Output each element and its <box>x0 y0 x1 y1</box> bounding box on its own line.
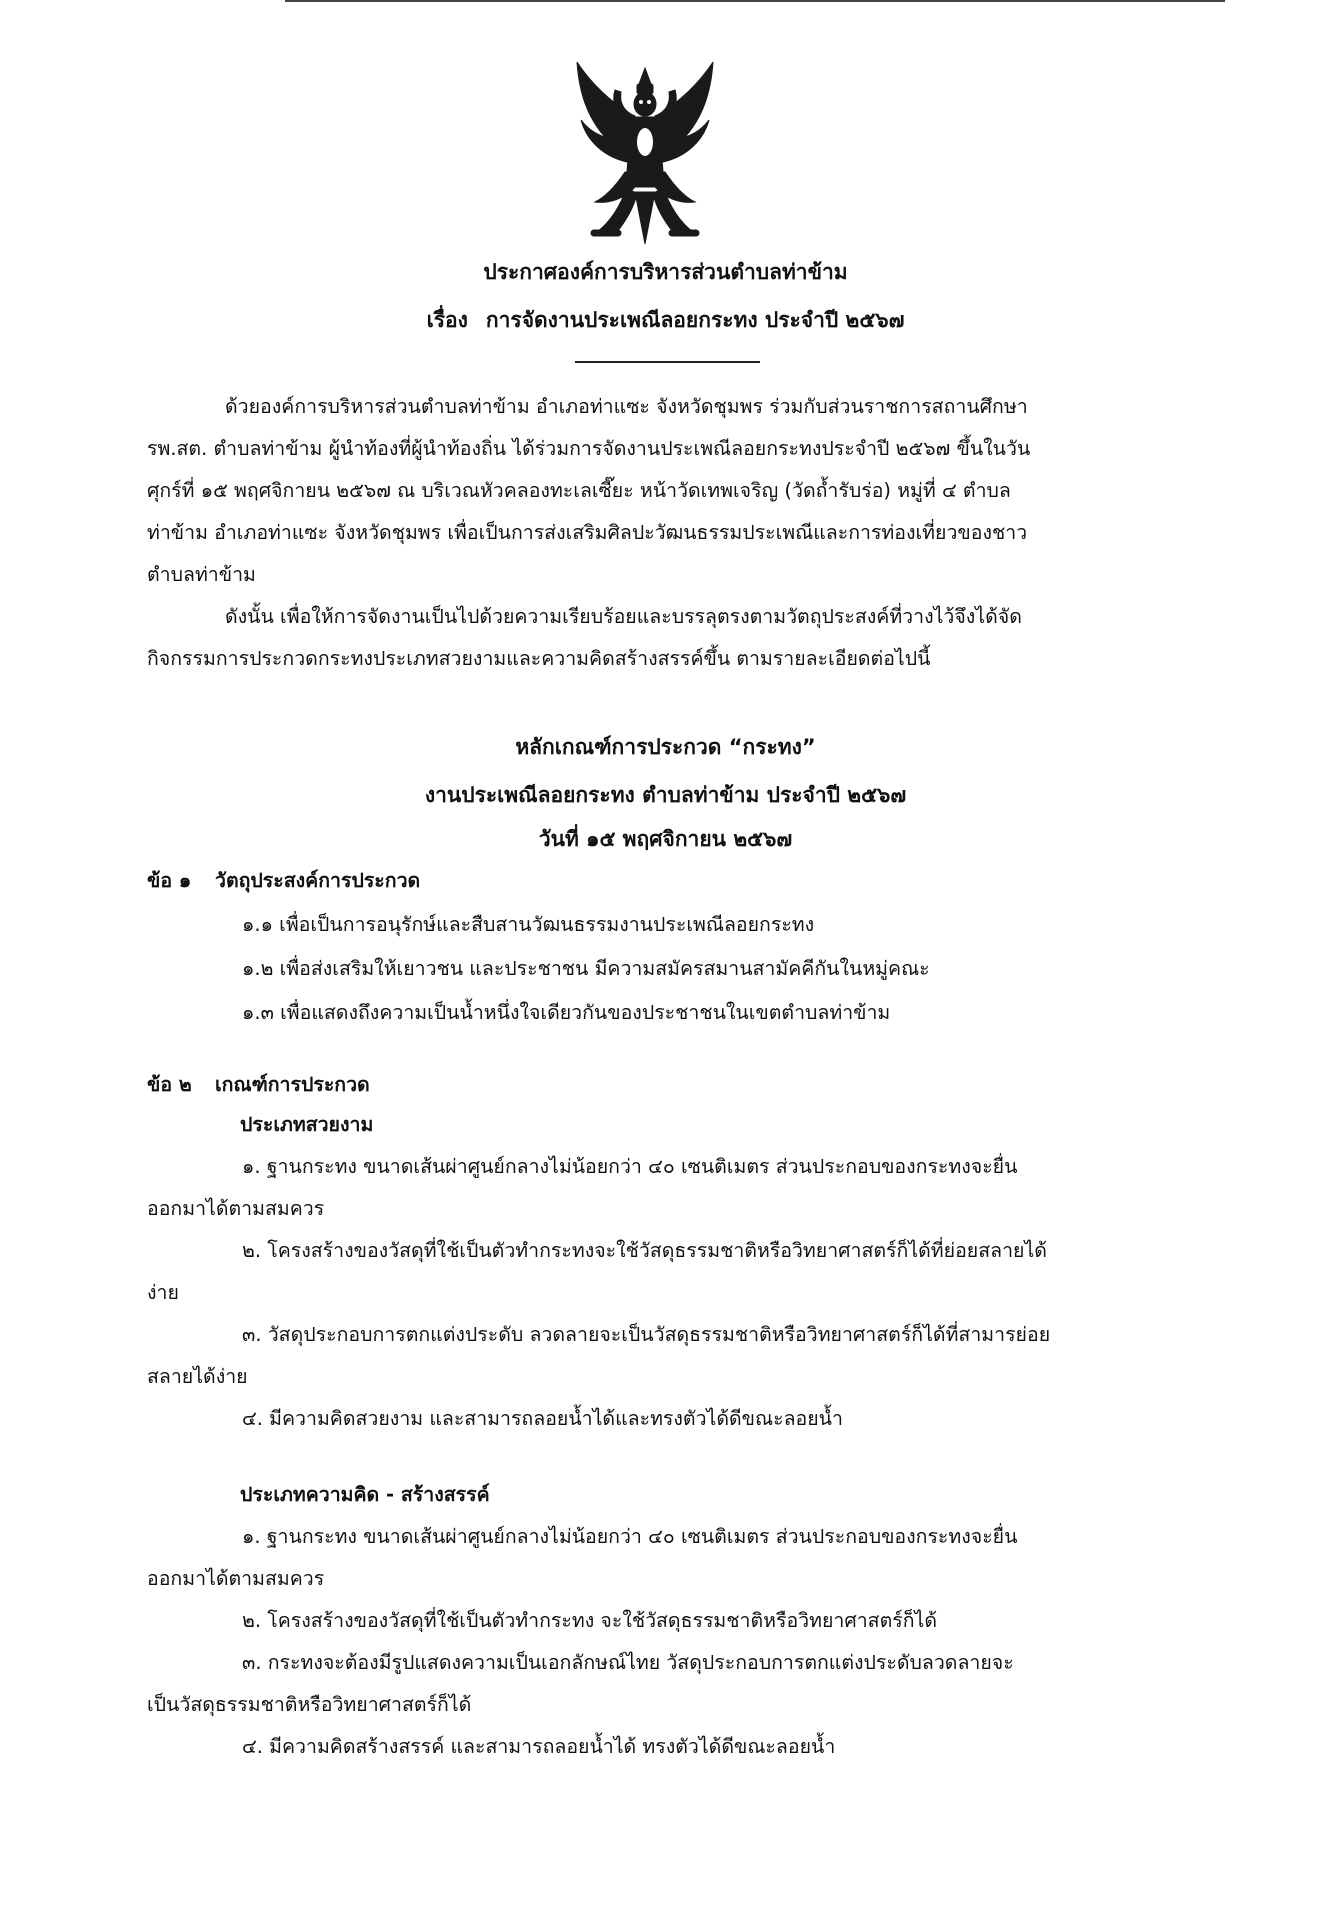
intro-line-5: ตำบลท่าข้าม <box>147 563 256 586</box>
criteria-date: วันที่ ๑๕ พฤศจิกายน ๒๕๖๗ <box>538 827 793 851</box>
category-beauty-title: ประเภทสวยงาม <box>240 1113 374 1136</box>
section-2-label: ข้อ ๒ <box>147 1073 192 1096</box>
beauty-item-3-line-2: สลายได้ง่าย <box>147 1365 248 1388</box>
creative-item-1-line-1: ๑. ฐานกระทง ขนาดเส้นผ่าศูนย์กลางไม่น้อยกว่า ๔๐ เซนติเมตร ส่วนประกอบของกระทงจะยื่น <box>242 1525 1018 1548</box>
beauty-item-2-line-2: ง่าย <box>147 1281 179 1304</box>
intro-line-2: รพ.สต. ตำบลท่าข้าม ผู้นำท้องที่ผู้นำท้องถิ่น ได้ร่วมการจัดงานประเพณีลอยกระทงประจำปี ๒๕๖๗ ขึ้นในวัน <box>147 437 1031 460</box>
creative-item-3-line-2: เป็นวัสดุธรรมชาติหรือวิทยาศาสตร์ก็ได้ <box>147 1693 472 1716</box>
beauty-item-1-line-2: ออกมาได้ตามสมควร <box>147 1197 325 1220</box>
category-creative-title: ประเภทความคิด - สร้างสรรค์ <box>240 1483 490 1506</box>
creative-item-3-line-1: ๓. กระทงจะต้องมีรูปแสดงความเป็นเอกลักษณ์ไทย วัสดุประกอบการตกแต่งประดับลวดลายจะ <box>242 1651 1014 1674</box>
criteria-event: งานประเพณีลอยกระทง ตำบลท่าข้าม ประจำปี ๒๕๖๗ <box>424 783 907 807</box>
section-1-item-1: ๑.๑ เพื่อเป็นการอนุรักษ์และสืบสานวัฒนธรรมงานประเพณีลอยกระทง <box>242 913 815 936</box>
subject-label: เรื่อง <box>426 308 468 332</box>
section-2-heading <box>147 1071 370 1099</box>
creative-item-2: ๒. โครงสร้างของวัสดุที่ใช้เป็นตัวทำกระทง จะใช้วัสดุธรรมชาติหรือวิทยาศาสตร์ก็ได้ <box>242 1609 938 1632</box>
garuda-emblem-icon <box>565 62 725 247</box>
announcement-title: ประกาศองค์การบริหารส่วนตำบลท่าข้าม <box>483 260 848 284</box>
intro-line-4: ท่าข้าม อำเภอท่าแซะ จังหวัดชุมพร เพื่อเป็นการส่งเสริมศิลปะวัฒนธรรมประเพณีและการท่องเที่ยวของชาว <box>147 521 1028 544</box>
creative-item-4: ๔. มีความคิดสร้างสรรค์ และสามารถลอยน้ำได้ ทรงตัวได้ดีขณะลอยน้ำ <box>242 1735 836 1758</box>
creative-item-1-line-2: ออกมาได้ตามสมควร <box>147 1567 325 1590</box>
intro-line-1: ด้วยองค์การบริหารส่วนตำบลท่าข้าม อำเภอท่าแซะ จังหวัดชุมพร ร่วมกับส่วนราชการสถานศึกษา <box>225 395 1028 418</box>
intro-line-6: ดังนั้น เพื่อให้การจัดงานเป็นไปด้วยความเรียบร้อยและบรรลุตรงตามวัตถุประสงค์ที่วางไว้จึงได้จัด <box>225 605 1022 628</box>
announcement-subject <box>0 306 1331 334</box>
subject-text: การจัดงานประเพณีลอยกระทง ประจำปี ๒๕๖๗ <box>485 308 905 332</box>
beauty-item-2-line-1: ๒. โครงสร้างของวัสดุที่ใช้เป็นตัวทำกระทงจะใช้วัสดุธรรมชาติหรือวิทยาศาสตร์ก็ได้ที่ย่อยสลายได้ <box>242 1239 1047 1262</box>
criteria-title: หลักเกณฑ์การประกวด “กระทง” <box>515 735 816 759</box>
section-1-item-3: ๑.๓ เพื่อแสดงถึงความเป็นน้ำหนึ่งใจเดียวกันของประชาชนในเขตตำบลท่าข้าม <box>242 1001 891 1024</box>
beauty-item-4: ๔. มีความคิดสวยงาม และสามารถลอยน้ำได้และทรงตัวได้ดีขณะลอยน้ำ <box>242 1407 843 1430</box>
beauty-item-3-line-1: ๓. วัสดุประกอบการตกแต่งประดับ ลวดลายจะเป็นวัสดุธรรมชาติหรือวิทยาศาสตร์ก็ได้ที่สามารย่อย <box>242 1323 1051 1346</box>
intro-line-3: ศุกร์ที่ ๑๕ พฤศจิกายน ๒๕๖๗ ณ บริเวณหัวคลองทะเลเซี๊ยะ หน้าวัดเทพเจริญ (วัดถ้ำรับร่อ) หมู่ที่ ๔ ตำบล <box>147 479 1011 502</box>
section-2-title: เกณฑ์การประกวด <box>215 1073 370 1096</box>
title-divider <box>575 361 760 363</box>
scan-edge-line <box>285 0 1225 2</box>
section-1-label: ข้อ ๑ <box>147 869 192 892</box>
section-1-title: วัตถุประสงค์การประกวด <box>215 869 421 892</box>
beauty-item-1-line-1: ๑. ฐานกระทง ขนาดเส้นผ่าศูนย์กลางไม่น้อยกว่า ๔๐ เซนติเมตร ส่วนประกอบของกระทงจะยื่น <box>242 1155 1018 1178</box>
section-1-heading <box>147 867 420 895</box>
intro-line-7: กิจกรรมการประกวดกระทงประเภทสวยงามและความคิดสร้างสรรค์ขึ้น ตามรายละเอียดต่อไปนี้ <box>147 647 931 670</box>
section-1-item-2: ๑.๒ เพื่อส่งเสริมให้เยาวชน และประชาชน มีความสมัครสมานสามัคคีกันในหมู่คณะ <box>242 957 930 980</box>
